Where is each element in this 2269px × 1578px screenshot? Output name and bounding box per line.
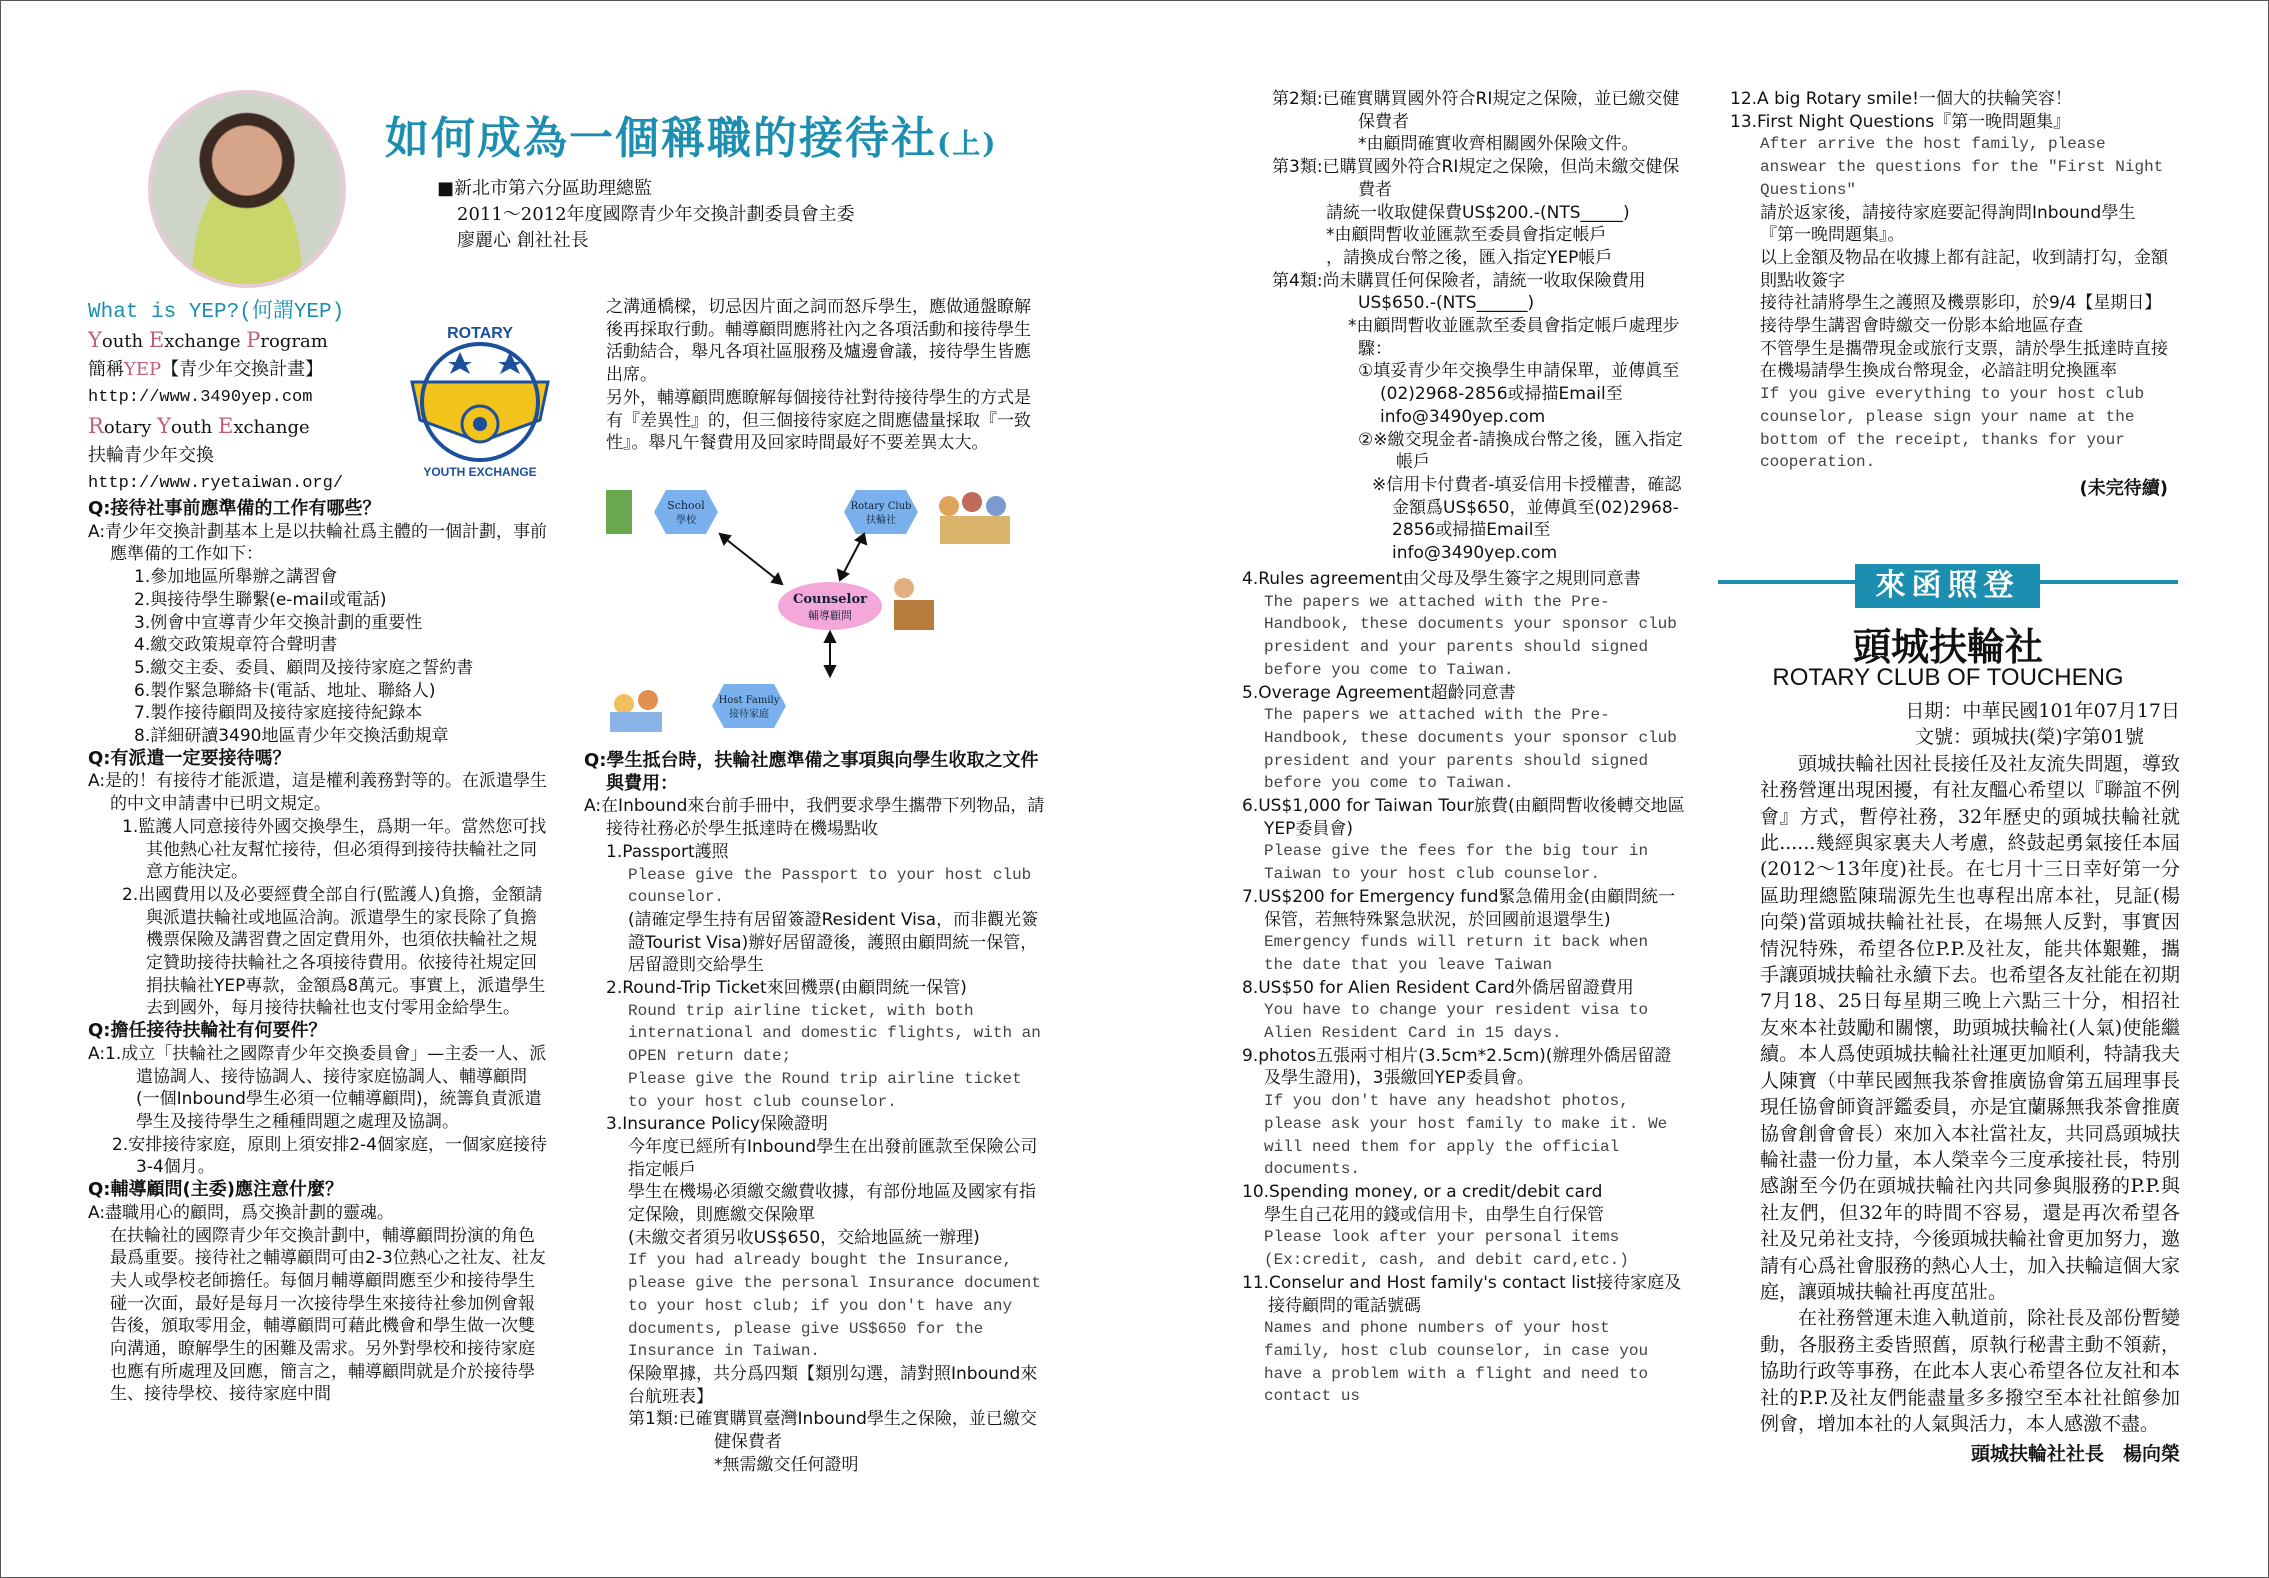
svg-text:接待家庭: 接待家庭 [729, 709, 769, 720]
club-name-en: ROTARY CLUB OF TOUCHENG [1772, 664, 2124, 691]
club-name-cn: 頭城扶輪社 [1852, 624, 2043, 669]
prep-list: 1.參加地區所舉辦之講習會 2.與接待學生聯繫(e-mail或電話) 3.例會中宣導青少年交換計劃的重要性 4.繳交政策規章符合聲明書 5.繳交主委、委員、顧問及接待家庭之誓約書 6.製作緊急聯絡卡(電話、地址、聯絡人) 7.製作接待顧問及接待家庭接待紀錄本 8.詳細研讀3490地區青少年交換活動規章 [134, 567, 474, 747]
yep-url-2: http://www.ryetaiwan.org/ [88, 474, 344, 493]
svg-text:Rotary Club: Rotary Club [850, 501, 912, 512]
club-people-illustration [939, 496, 959, 516]
rotary-youth-exchange-logo [400, 312, 560, 482]
letter-ref: 文號：頭城扶(榮)字第01號 [1914, 726, 2144, 749]
counselor-illustration [894, 578, 914, 598]
yep-heading: What is YEP?(何謂YEP) [88, 301, 345, 324]
letter-body: 日期：中華民國101年07月17日 文號：頭城扶(榮)字第01號 頭城扶輪社因社長接任及社友流失問題，導致社務營運出現困擾，有社友醞心希望以『聯誼不例會』方式，暫停社務，32年歷史的頭城扶輪社就此......幾經與家裏夫人考慮，終鼓起勇氣接任本屆(2012～13年度)社長。在七月十三日幸好第一分區助理總監陳瑞源先生也專程出席本社，見証(楊向榮)當頭城扶輪社社長，在場無人反對，事實因情況特殊，希望各位P.P.及社友，能共体艱難，攜手讓頭城扶輪社永續下去。也希望各友社能在初期7月18、25日每星期三晚上六點三十分，相招社友來本社鼓勵和關懷，助頭城扶輪社(人氣)使能繼續。本人爲使頭城扶輪社社運更加順利，特請我夫人陳寶（中華民國無我茶會推廣協會第五屆理事長現任協會師資評鑑委員，亦是宜蘭縣無我茶會推廣協會創會會長）來加入本社當社友，共同爲頭城扶輪社盡一份力量，本人榮幸今三度承接社長，特別感謝至今仍在頭城扶輪社內共同參與服務的P.P.與社友們，但32年的時間不容易，還是再次希望各社及兄弟社支持，今後頭城扶輪社會更加努力，邀請有心爲社會服務的熱心人士，加入扶輪這個大家庭，讓頭城扶輪社再度茁壯。 在社務營運未進入軌道前，除社長及部份暫變動，各服務主委皆照舊，原執行秘書主動不領薪，協助行政等事務，在此本人衷心希望各位友社和本社的P.P.及社友們能盡量多多撥空至本社社館參加例會，增加本社的人氣與活力，本人感激不盡。 頭城扶輪社社長 楊向榮 [1760, 698, 2180, 1468]
column-2: 之溝通橋樑，切忌因片面之詞而怒斥學生，應做通盤瞭解後再採取行動。輔導顧問應將社內之各項活動和接待學生活動結合，舉凡各項社區服務及爐邊會議，接待學生皆應出席。 另外，輔導顧問應瞭解每個接待社對待接待學生的方式是有『差異性』的，但三個接待家庭之間應儘量採取『一致性』。舉凡午餐費用及回家時間最好不要差異太大。 [606, 297, 1031, 454]
question-4: Q:輔導顧問(主委)應注意什麼？ [88, 1179, 343, 1201]
svg-text:School: School [667, 499, 705, 512]
to-be-continued: (未完待續) [2079, 477, 2168, 499]
svg-text:輔導顧問: 輔導顧問 [808, 609, 852, 622]
svg-text:Host Family: Host Family [718, 695, 780, 706]
svg-text:Counselor: Counselor [793, 592, 867, 607]
svg-text:ROTARY: ROTARY [447, 325, 513, 342]
author-block: ■新北市第六分區助理總監 2011～2012年度國際青少年交換計劃委員會主委 廖麗心 創社社長 [437, 178, 855, 251]
counselor-node [778, 578, 934, 630]
article-title: 如何成為一個稱職的接待社(上) [385, 113, 998, 164]
column-4: 12.A big Rotary smile!一個大的扶輪笑容！ 13.First Night Questions『第一晚問題集』 After arrive the host family, please answear the questions for the "First Night Questions" 請於返家後，請接待家庭要記得詢問Inbound學生『第一晚問題集』。 以上金額及物品在收據上都有註記，收到請打勾，金額則點收簽字 接待社請將學生之護照及機票影印，於9/4【星期日】接待學生講習會時繳交一份影本給地區存查 不管學生是攜帶現金或旅行支票，請於學生抵達時直接在機場請學生換成台幣現金，必諳註明兌換匯率 If you give everything to your host club counselor, please sign your name at the bottom of the receipt, thanks for your cooperation. (未完待續) [1730, 89, 2168, 499]
letter-banner: 來函照登 [1855, 564, 2040, 608]
rotary-club-node [844, 490, 1010, 544]
author-photo [148, 90, 346, 288]
column-1: Q:接待社事前應準備的工作有哪些？ A:青少年交換計劃基本上是以扶輪社爲主體的一個計劃，事前應準備的工作如下： 1.參加地區所舉辦之講習會 2.與接待學生聯繫(e-mail或電話) 3.例會中宣導青少年交換計劃的重要性 4.繳交政策規章符合聲明書 5.繳交主委、委員、顧問及接待家庭之誓約書 6.製作緊急聯絡卡(電話、地址、聯絡人) 7.製作接待顧問及接待家庭接待紀錄本 8.詳細研讀3490地區青少年交換活動規章 Q:有派遣一定要接待嗎？ A:是的！有接待才能派遣，這是權利義務對等的。在派遣學生的中文申請書中已明文規定。 1.監護人同意接待外國交換學生，爲期一年。當然您可找其他熱心社友幫忙接待，但必須得到接待扶輪社之同意方能決定。 2.出國費用以及必要經費全部自行(監護人)負擔，金額請與派遣扶輪社或地區洽詢。派遣學生的家長除了負擔機票保險及講習費之固定費用外，也須依扶輪社之規定贊助接待扶輪社之各項接待費用。依接待社規定回捐扶輪社YEP專款，金額爲8萬元。事實上，派遣學生去到國外，每月接待扶輪社也支付零用金給學生。 Q:擔任接待扶輪社有何要件？ A:1.成立「扶輪社之國際青少年交換委員會」—主委一人、派遣協調人、接待協調人、接待家庭協調人、輔導顧問(一個Inbound學生必須一位輔導顧問)，統籌負責派遣學生及接待學生之種種問題之處理及協調。 2.安排接待家庭，原則上須安排2-4個家庭，一個家庭接待3-4個月。 Q:輔導顧問(主委)應注意什麼？ A:盡職用心的顧問，爲交換計劃的靈魂。 在扶輪社的國際青少年交換計劃中，輔導顧問扮演的角色最爲重要。接待社之輔導顧問可由2-3位熱心之社友、社友夫人或學校老師擔任。每個月輔導顧問應至少和接待學生碰一次面，最好是每月一次接待學生來接待社參加例會報告後，頒取零用金，輔導顧問可藉此機會和學生做一次雙向溝通，瞭解學生的困難及需求。另外對學校和接待家庭也應有所處理及回應，簡言之，輔導顧問就是介於接待學生、接待學校、接待家庭中間 [88, 498, 550, 1406]
column-3: 第2類:已確實購買國外符合RI規定之保險，並已繳交健保費者 *由顧問確實收齊相關國外保險文件。 第3類:已購買國外符合RI規定之保險，但尚未繳交健保費者 請統一收取健保費US$200.-(NTS_____) *由顧問暫收並匯款至委員會指定帳戶 ，請換成台幣之後，匯入指定YEP帳戶 第4類:尚未購買任何保險者，請統一收取保險費用US$650.-(NTS______) *由顧問暫收並匯款至委員會指定帳戶處理步驟： ①填妥青少年交換學生申請保單，並傳眞至(02)2968-2856或掃描Email至info@3490yep.com ②※繳交現金者-請換成台幣之後，匯入指定帳戶 ※信用卡付費者-填妥信用卡授權書，確認金額爲US$650，並傳眞至(02)2968-2856或掃描Email至info@3490yep.com [1272, 89, 1683, 564]
yep-definition: Youth Exchange Program 簡稱YEP【青少年交換計畫】 http://www.3490yep.com Rotary Youth Exchange 扶輪青少年交換 http://www.ryetaiwan.org/ [88, 326, 343, 498]
svg-text:扶輪社: 扶輪社 [866, 515, 896, 526]
question-2: Q:有派遣一定要接待嗎？ [88, 747, 291, 769]
school-node [606, 490, 718, 534]
svg-text:YOUTH EXCHANGE: YOUTH EXCHANGE [423, 465, 537, 479]
school-illustration [606, 490, 632, 534]
letter-date: 日期：中華民國101年07月17日 [1905, 700, 2180, 722]
svg-text:學校: 學校 [676, 515, 696, 526]
family-illustration [614, 694, 634, 714]
column-3-lower: 4.Rules agreement由父母及學生簽字之規則同意書 The papers we attached with the Pre-Handbook, these documents your sponsor club president and your parents should signed before you come to Taiwan. 5.Overage Agreement超齡同意書 The papers we attached with the Pre-Handbook, these documents your sponsor club president and your parents should signed before you come to Taiwan. 6.US$1,000 for Taiwan Tour旅費(由顧問暫收後轉交地區YEP委員會) Please give the fees for the big tour in Taiwan to your host club counselor. 7.US$200 for Emergency fund緊急備用金(由顧問統一保管，若無特殊緊急狀況，於回國前退還學生) Emergency funds will return it back when the date that you leave Taiwan 8.US$50 for Alien Resident Card外僑居留證費用 You have to change your resident visa to Alien Resident Card in 15 days. 9.photos五張兩寸相片(3.5cm*2.5cm)(辦理外僑居留證及學生證用)，3張繳回YEP委員會。 If you don't have any headshot photos, please ask your host family to make it. We will need them for apply the official documents. 10.Spending money, or a credit/debit card 學生自己花用的錢或信用卡，由學生自行保管 Please look after your personal items (Ex:credit, cash, and debit card,etc.) 11.Conselur and Host family's contact list接待家庭及接待顧問的電話號碼 Names and phone numbers of your host family, host club counselor, in case you have a problem with a flight and need to contact us [1242, 569, 1685, 1406]
counselor-relationship-diagram [604, 476, 1049, 736]
column-2-lower: Q:學生抵台時，扶輪社應準備之事項與向學生收取之文件與費用： A:在Inbound來台前手冊中，我們要求學生攜帶下列物品，請接待社務必於學生抵達時在機場點收 1.Passport護照 Please give the Passport to your host club counselor. (請確定學生持有居留簽證Resident Visa，而非觀光簽證Tourist Visa)辦好居留證後，護照由顧問統一保管，居留證則交給學生 2.Round-Trip Ticket來回機票(由顧問統一保管) Round trip airline ticket, with both international and domestic flights, with an OPEN return date; Please give the Round trip airline ticket to your host club counselor. 3.Insurance Policy保險證明 今年度已經所有Inbound學生在出發前匯款至保險公司指定帳戶 學生在機場必須繳交繳費收據，有部份地區及國家有指定保險，則應繳交保險單 (未繳交者須另收US$650，交給地區統一辦理) If you had already bought the Insurance, please give the personal Insurance document to your host club; if you don't have any documents, please give US$650 for the Insurance in Taiwan. 保險單據，共分爲四類【類別勾選，請對照Inbound來台航班表】 第1類:已確實購買臺灣Inbound學生之保險，並已繳交健保費者 *無需繳交任何證明 [584, 750, 1045, 1475]
letter-signature: 頭城扶輪社社長 楊向榮 [1970, 1443, 2180, 1466]
question-3: Q:擔任接待扶輪社有何要件？ [88, 1020, 327, 1042]
host-family-node [610, 684, 786, 732]
yep-url-1: http://www.3490yep.com [88, 388, 313, 407]
question-5: Q:學生抵台時，扶輪社應準備之事項與向學生收取之文件與費用： [584, 750, 1039, 794]
question-1: Q:接待社事前應準備的工作有哪些？ [88, 498, 381, 519]
